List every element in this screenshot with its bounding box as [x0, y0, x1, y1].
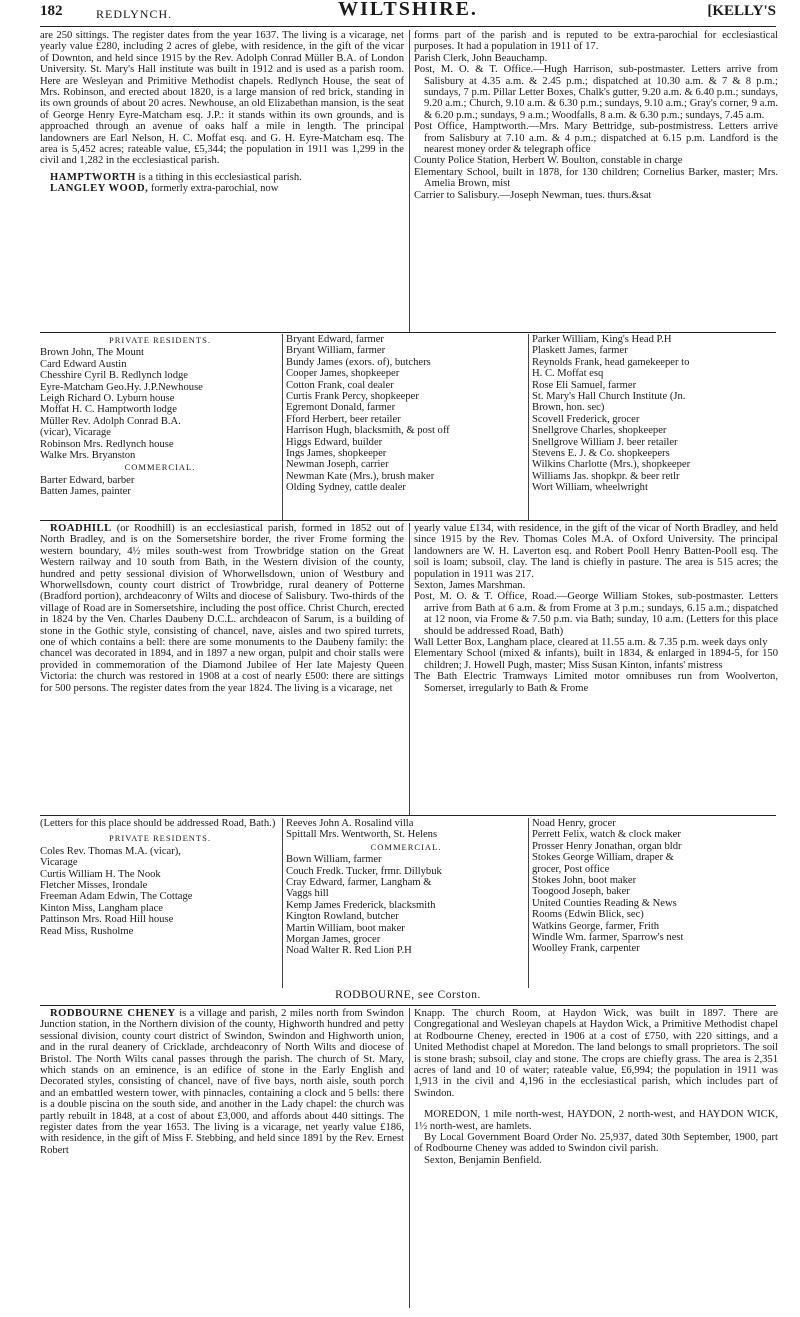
notice-entry: County Police Station, Herbert W. Boulton, constable in charge — [414, 155, 683, 167]
redlynch-private-list — [40, 347, 280, 461]
directory-entry: Olding Sydney, cattle dealer — [286, 482, 406, 494]
directory-entry: Kington Rowland, butcher — [286, 911, 399, 923]
redlynch-left-column — [40, 30, 404, 330]
list-divider — [528, 334, 529, 520]
langley-text: formerly extra-parochial, now — [150, 183, 279, 195]
directory-entry: Woolley Frank, carpenter — [532, 943, 640, 955]
directory-entry: Martin William, boot maker — [286, 922, 405, 934]
directory-entry: Moffat H. C. Hamptworth lodge — [40, 404, 177, 416]
directory-entry: Windle Wm. farmer, Sparrow's nest — [532, 932, 684, 944]
directory-entry: Robinson Mrs. Redlynch house — [40, 438, 174, 450]
list-divider — [528, 818, 529, 988]
directory-entry: Ings James, shopkeeper — [286, 448, 387, 460]
directory-entry: Bundy James (exors. of), butchers — [286, 356, 431, 368]
directory-entry: Noad Walter R. Red Lion P.H — [286, 945, 412, 957]
county-title: WILTSHIRE. — [338, 0, 478, 20]
hamptworth-paragraph — [40, 172, 404, 183]
directory-entry: Stokes John, boot maker — [532, 875, 637, 887]
langley-paragraph — [40, 183, 404, 194]
directory-entry: Leigh Richard O. Lyburn house — [40, 393, 175, 405]
roadhill-private-list-2 — [286, 818, 526, 841]
list-divider — [282, 818, 283, 988]
section-rule — [40, 332, 776, 333]
directory-entry: Batten James, painter — [40, 486, 131, 498]
roadhill-list-col3 — [532, 818, 778, 988]
directory-entry: Fletcher Misses, Irondale — [40, 880, 148, 892]
directory-entry: (vicar), Vicarage — [40, 427, 111, 439]
directory-entry: Card Edward Austin — [40, 358, 127, 370]
directory-entry: Egremont Donald, farmer — [286, 402, 396, 414]
directory-entry: Eyre-Matcham Geo.Hy. J.P.Newhouse — [40, 381, 203, 393]
letters-note: (Letters for this place should be addressed Road, Bath.) — [40, 818, 276, 829]
roadhill-private-list — [40, 846, 280, 937]
page-number: 182 — [40, 3, 63, 19]
directory-entry: Toogood Joseph, baker — [532, 886, 630, 898]
directory-entry: Higgs Edward, builder — [286, 436, 383, 448]
notice-entry: Elementary School, built in 1878, for 130 children; Cornelius Barker, master; Mrs. Amelia Brown, mist — [414, 166, 778, 190]
roadhill-name: ROADHILL — [50, 523, 112, 534]
directory-entry: Bown William, farmer — [286, 854, 382, 866]
directory-entry: St. Mary's Hall Church Institute (Jn. — [532, 391, 686, 403]
rodbourne-cheney-name: RODBOURNE CHENEY — [50, 1008, 176, 1019]
directory-entry: Newman Joseph, carrier — [286, 459, 389, 471]
directory-entry: Kemp James Frederick, blacksmith — [286, 899, 436, 911]
notice-entry: Post Office, Hamptworth.—Mrs. Mary Bettridge, sub-postmistress. Letters arrive from Salisbury at 7.10 a.m. & 4 p.m.; dispatched at 6.15 p.m. Landford is the nearest money order & telegraph office — [414, 121, 778, 156]
directory-entry: Cooper James, shopkeeper — [286, 368, 400, 380]
directory-entry: Rooms (Edwin Blick, sec) — [532, 909, 644, 921]
roadhill-left-column — [40, 523, 404, 815]
redlynch-list-col1 — [40, 334, 280, 520]
notice-entry: Post, M. O. & T. Office.—Hugh Harrison, sub-postmaster. Letters arrive from Salisbury at 4.35 a.m. & 2.45 p.m.; dispatched at 10.30 a.m. & 7 & 8 p.m.; sundays, 7 p.m. Pillar Letter Boxes, Chalk's gutter, 9.20 a.m. & 6.40 p.m.; sundays, 9.20 a.m.; Church, 9.10 a.m. & 6.30 p.m.; sundays, 9.10 a.m.; Gray's corner, 9 a.m. & 6.20 p.m.; sundays, 9 a.m.; Woodfalls, 8 a.m. & 6.30 p.m.; sundays, 7.45 a.m. — [414, 64, 778, 121]
redlynch-list-col3 — [532, 334, 778, 520]
directory-entry: grocer, Post office — [532, 863, 610, 875]
directory-entry: Morgan James, grocer — [286, 934, 381, 946]
directory-entry: Wilkins Charlotte (Mrs.), shopkeeper — [532, 459, 691, 471]
moredon-paragraph: MOREDON, 1 mile north-west, HAYDON, 2 north-west, and HAYDON WICK, 1½ north-west, are hamlets. — [414, 1109, 778, 1132]
directory-entry: Scovell Frederick, grocer — [532, 413, 640, 425]
directory-entry: Read Miss, Rusholme — [40, 925, 134, 937]
section-rule — [40, 815, 776, 816]
page-header — [40, 0, 776, 26]
notice-entry: Elementary School (mixed & infants), built in 1834, & enlarged in 1894-5, for 150 children; J. Howell Pugh, master; Miss Susan Kinton, infants' mistress — [414, 648, 778, 671]
directory-entry: Couch Fredk. Tucker, frmr. Dillybuk — [286, 865, 442, 877]
directory-entry: Kinton Miss, Langham place — [40, 902, 163, 914]
directory-entry: Prosser Henry Jonathan, organ bldr — [532, 840, 682, 852]
redlynch-notices — [414, 53, 778, 201]
directory-entry: Newman Kate (Mrs.), brush maker — [286, 470, 435, 482]
directory-entry: Walke Mrs. Bryanston — [40, 450, 136, 462]
roadhill-list-col1 — [40, 818, 280, 988]
langley-continuation: forms part of the parish and is reputed to be extra-parochial for ecclesiastical purposes. It had a population in 1911 of 17. — [414, 30, 778, 53]
rodbourne-cross-reference: RODBOURNE, see Corston. — [335, 990, 481, 1001]
rodbourne-text: is a village and parish, 2 miles north from Swindon Junction station, in the Northern division of the county, Highworth hundred and petty sessional division, county court district of Swindon, Swindon and Highworth union, and in the rural deanery of Cricklade, archdeaconry of North Wilts and diocese of Bristol. The North Wilts canal passes through the parish. The church of St. Mary, which stands on an eminence, is an edifice of stone in the Early English and Decorated styles, consisting of chancel, nave of five bays, north aisle, south porch and an embattled western tower, with pinnacles, containing a clock and 5 bells: there is a double piscina on the south side, and another in the Lady chapel: the church was partly rebuilt in 1848, at a cost of about £3,000, and affords about 440 sittings. The register dates from the year 1653. The living is a vicarage, net yearly value £186, with residence, in the gift of Miss F. Stebbing, and held since 1891 by the Rev. Ernest Robert — [40, 1008, 404, 1156]
redlynch-right-column — [414, 30, 778, 332]
directory-entry: Bryant William, farmer — [286, 345, 386, 357]
directory-entry: Coles Rev. Thomas M.A. (vicar), — [40, 845, 181, 857]
order-paragraph: By Local Government Board Order No. 25,937, dated 30th September, 1900, part of Rodbourne Cheney was added to Swindon civil parish. — [414, 1132, 778, 1155]
directory-entry: Parker William, King's Head P.H — [532, 334, 672, 345]
commercial-heading: COMMERCIAL. — [370, 841, 442, 852]
hamptworth-name: HAMPTWORTH — [50, 171, 136, 183]
directory-entry: Cray Edward, farmer, Langham & — [286, 877, 432, 889]
rodbourne-right-column — [414, 1008, 778, 1308]
commercial-heading: COMMERCIAL. — [124, 462, 196, 473]
roadhill-list-col2 — [286, 818, 526, 988]
column-divider — [409, 30, 410, 332]
directory-entry: Chesshire Cyril B. Redlynch lodge — [40, 370, 189, 382]
directory-name: [KELLY'S — [707, 3, 776, 19]
directory-entry: Wort William, wheelwright — [532, 482, 648, 494]
directory-entry: Rose Eli Samuel, farmer — [532, 379, 637, 391]
directory-entry: Brown John, The Mount — [40, 347, 144, 359]
directory-entry: H. C. Moffat esq — [532, 368, 604, 380]
roadhill-commercial-list — [286, 854, 526, 957]
directory-entry: Cotton Frank, coal dealer — [286, 379, 394, 391]
directory-entry: Barter Edward, barber — [40, 474, 135, 486]
redlynch-list-col2 — [286, 334, 526, 520]
section-rule — [40, 520, 776, 521]
redlynch-description: are 250 sittings. The register dates from the year 1637. The living is a vicarage, net yearly value £280, including 2 acres of glebe, with residence, in the gift of the vicar of Downton, and held since 1915 by the Rev. Adolph Conrad Müller B.A. of London University. St. Mary's Hall institute was built in 1912 and is used as a parish room. Here are Wesleyan and Primitive Methodist chapels. Redlynch House, the seat of Mrs. Robinson, and erected about 1820, is a large mansion of red brick, standing in its own grounds of about 20 acres. Newhouse, an old Elizabethan mansion, is the seat of George Henry Eyre-Matcham esq. J.P.: it stands within its own grounds, and is approached through an avenue of oaks half a mile in length. The principal landowners are Earl Nelson, H. C. Moffat esq. and G. H. Eyre-Matcham esq. The area is 5,452 acres; rateable value, £5,344; the population in 1911 was 1,299 in the civil and 1,282 in the ecclesiastical parish. — [40, 30, 404, 167]
directory-entry: Freeman Adam Edwin, The Cottage — [40, 891, 193, 903]
private-residents-heading: PRIVATE RESIDENTS. — [109, 335, 211, 345]
directory-entry: Bryant Edward, farmer — [286, 334, 384, 345]
hamptworth-text: is a tithing in this ecclesiastical parish. — [138, 171, 302, 183]
column-divider — [409, 1008, 410, 1308]
notice-entry: Wall Letter Box, Langham place, cleared at 11.55 a.m. & 7.35 p.m. week days only — [414, 637, 768, 649]
section-rule — [40, 1005, 776, 1006]
directory-entry: Stokes George William, draper & — [532, 852, 674, 864]
running-place: REDLYNCH. — [96, 7, 173, 21]
directory-entry: Watkins George, farmer, Frith — [532, 920, 660, 932]
directory-entry: Williams Jas. shopkpr. & beer retlr — [532, 470, 680, 482]
directory-entry: Curtis William H. The Nook — [40, 868, 161, 880]
directory-entry: Curtis Frank Percy, shopkeeper — [286, 391, 419, 403]
column-divider — [409, 523, 410, 815]
directory-entry: Harrison Hugh, blacksmith, & post off — [286, 425, 450, 437]
directory-entry: Fford Herbert, beer retailer — [286, 413, 401, 425]
rodbourne-description — [40, 1008, 404, 1156]
rodbourne-continuation: Knapp. The church Room, at Haydon Wick, was built in 1897. There are Congregational and Wesleyan chapels at Haydon Wick, a Primitive Methodist chapel at Rodbourne Cheney, erected in 1906 at a cost of £750, with 220 sittings, and a United Methodist chapel at Moredon. The land belongs to small proprietors. The soil is stone brash; subsoil, clay and stone. The crops are chiefly grass. The area is 2,351 acres of land and 10 of water; rateable value, £6,994; the population in 1911 was 1,913 in the civil and 4,196 in the ecclesiastical parish, which includes part of Swindon. — [414, 1008, 778, 1099]
roadhill-continuation: yearly value £134, with residence, in the gift of the vicar of North Bradley, and held since 1915 by the Rev. Thomas Coles M.A. of Oxford University. The principal landowners are W. H. Laverton esq. and Robert Pooll Henry Batten-Pooll esq. The soil is loam; subsoil, clay. The land is chiefly in pasture. The area is 515 acres; the population in 1911 was 217. — [414, 523, 778, 580]
notice-entry: Parish Clerk, John Beauchamp. — [414, 52, 548, 64]
roadhill-notices — [414, 580, 778, 694]
notice-entry: The Bath Electric Tramways Limited motor omnibuses run from Woolverton, Somerset, irregularly to Bath & Frome — [414, 671, 778, 694]
header-rule — [40, 26, 776, 27]
directory-entry: Müller Rev. Adolph Conrad B.A. — [40, 415, 181, 427]
directory-entry: Reynolds Frank, head gamekeeper to — [532, 356, 690, 368]
rodbourne-left-column — [40, 1008, 404, 1308]
redlynch-commercial-list — [40, 475, 280, 498]
directory-entry: Brown, hon. sec) — [532, 402, 605, 414]
roadhill-text: (or Roodhill) is an ecclesiastical parish, formed in 1852 out of North Bradley, and is on the Somersetshire border, the river Frome forming the western boundary, 4½ miles south-west from Trowbridge station on the Great Western railway and 10 south from Bath, in the Western division of the county, hundred and petty sessional division of Whorwellsdown, union of Westbury and Whorwellsdown, county court district of Trowbridge, rural deanery of Potterne (Bradford portion), archdeaconry of Wilts and diocese of Salisbury. Two-thirds of the village of Road are in Somersetshire, including the post office. Christ Church, erected in 1824 by the Ven. Charles Daubeny D.C.L. archdeacon of Sarum, is a building of stone in the Gothic style, consisting of chancel, nave, aisles and two spired turrets, one of which contains a bell: there are some monuments to the Daubeny family: the chancel was decorated in 1894, and in 1897 a new organ, pulpit and choir stalls were provided in commemoration of the Diamond Jubilee of Her late Majesty Queen Victoria: the church was restored in 1908 at a cost of nearly £500: there are sittings for 500 persons. The register dates from the year 1824. The living is a vicarage, net — [40, 523, 404, 694]
notice-entry: Sexton, James Marshman. — [414, 580, 526, 592]
notice-entry: Post, M. O. & T. Office, Road.—George William Stokes, sub-postmaster. Letters arrive from Bath at 6 a.m. & from Frome at 3 p.m.; sundays, 6.15 a.m.; dispatched at 12 noon, via Frome & 7.50 p.m. via Bath; sunday, 10 a.m. (Letters for this place should be addressed Road, Bath) — [414, 591, 778, 637]
list-divider — [282, 334, 283, 520]
notice-entry: Carrier to Salisbury.—Joseph Newman, tues. thurs.&sat — [414, 189, 652, 201]
directory-entry: Snellgrove William J. beer retailer — [532, 436, 678, 448]
directory-entry: Noad Henry, grocer — [532, 818, 616, 829]
roadhill-right-column — [414, 523, 778, 815]
langley-name: LANGLEY WOOD, — [50, 183, 149, 195]
directory-entry: Vicarage — [40, 857, 78, 869]
directory-entry: Reeves John A. Rosalind villa — [286, 818, 414, 829]
directory-entry: Vaggs hill — [286, 888, 329, 900]
directory-entry: Stevens E. J. & Co. shopkeepers — [532, 448, 670, 460]
sexton-line: Sexton, Benjamin Benfield. — [424, 1154, 542, 1166]
directory-entry: Plaskett James, farmer — [532, 345, 628, 357]
roadhill-description — [40, 523, 404, 694]
directory-entry: Pattinson Mrs. Road Hill house — [40, 914, 174, 926]
directory-entry: Spittall Mrs. Wentworth, St. Helens — [286, 829, 438, 841]
directory-entry: Perrett Felix, watch & clock maker — [532, 829, 681, 841]
directory-entry: United Counties Reading & News — [532, 897, 677, 909]
private-residents-heading: PRIVATE RESIDENTS. — [109, 833, 211, 844]
directory-entry: Snellgrove Charles, shopkeeper — [532, 425, 667, 437]
